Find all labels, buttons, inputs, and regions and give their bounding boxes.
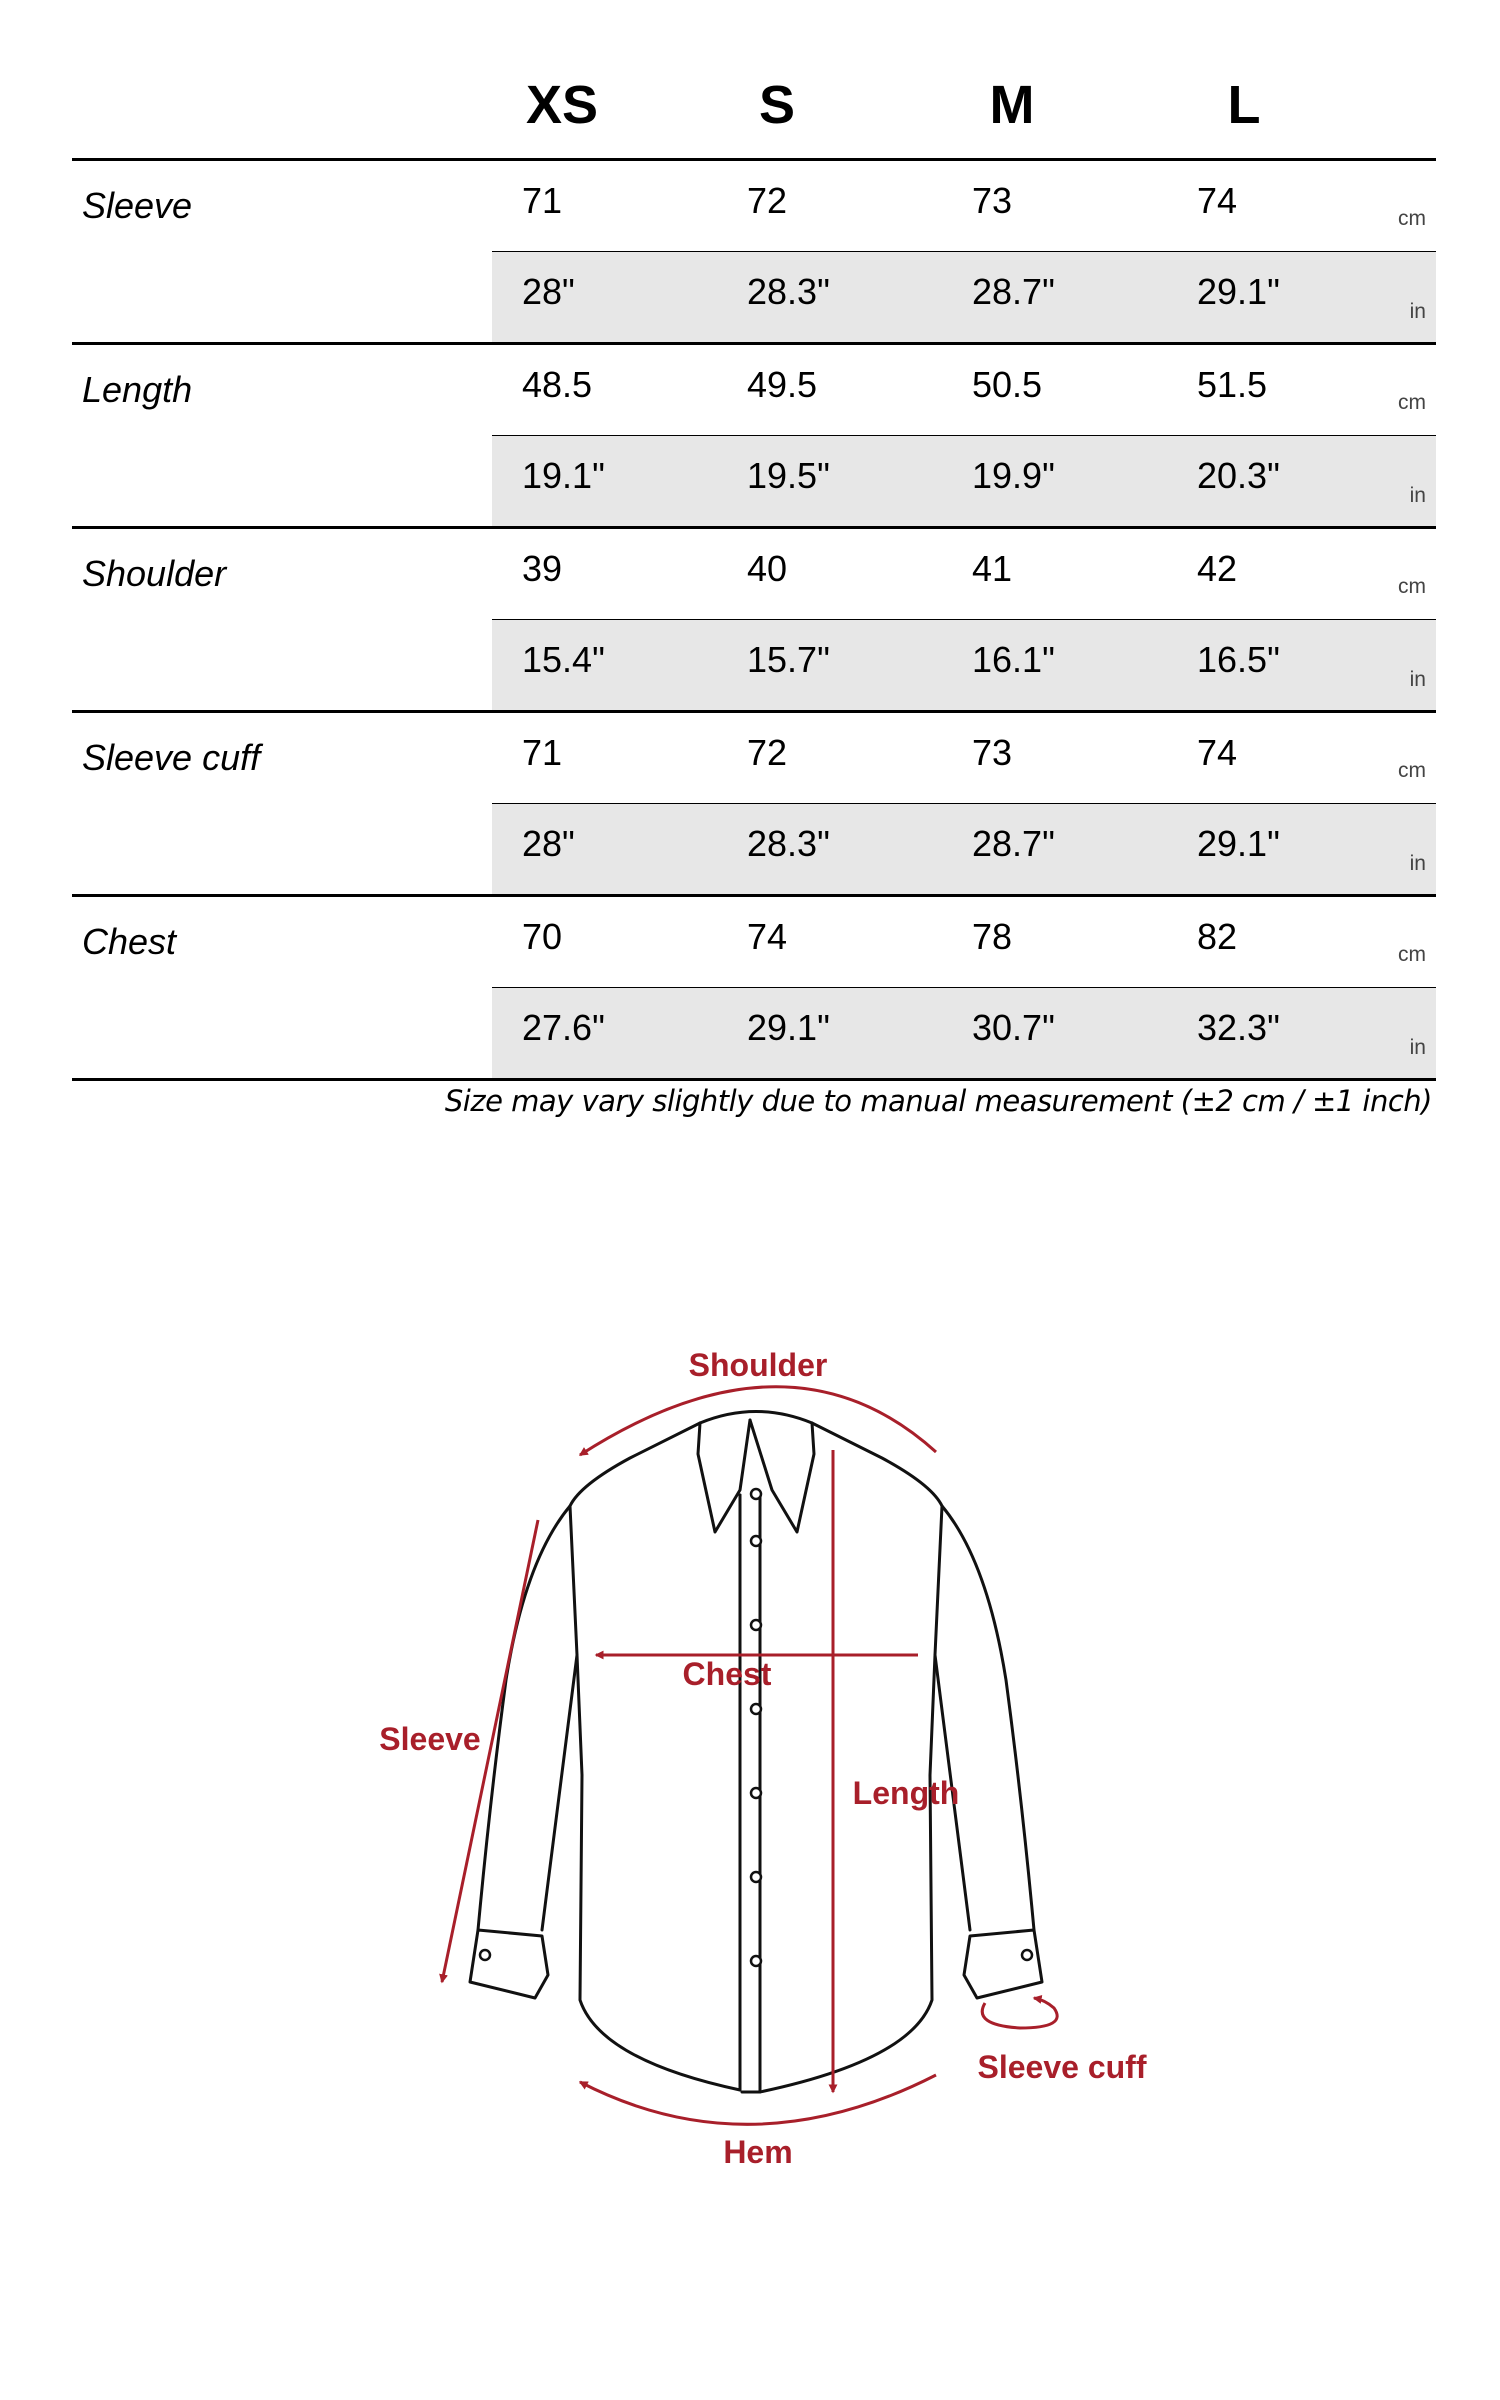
in-value-s: 29.1" bbox=[747, 1007, 830, 1048]
in-value-xs: 15.4" bbox=[522, 639, 605, 680]
shirt-collar-left bbox=[698, 1420, 750, 1532]
cm-value-m: 73 bbox=[972, 732, 1013, 773]
cm-value-s: 49.5 bbox=[747, 364, 818, 405]
in-value-s: 28.3" bbox=[747, 823, 830, 864]
cm-row bbox=[492, 529, 1436, 622]
cm-value-xs: 71 bbox=[522, 180, 563, 221]
cm-value-m: 78 bbox=[972, 916, 1013, 957]
in-value-l: 20.3" bbox=[1197, 455, 1280, 496]
measurement-group-sleeve bbox=[72, 161, 1436, 345]
shirt-collar-band bbox=[700, 1412, 812, 1424]
in-value-l: 29.1" bbox=[1197, 823, 1280, 864]
button bbox=[751, 1620, 761, 1630]
cm-value-m: 73 bbox=[972, 180, 1013, 221]
in-value-xs: 28" bbox=[522, 271, 575, 312]
size-header-m: M bbox=[989, 75, 1035, 135]
shirt-body-right bbox=[742, 1423, 942, 2092]
sleeve-left bbox=[478, 1506, 570, 1930]
button bbox=[751, 1704, 761, 1714]
measurement-arrows bbox=[442, 1387, 1057, 2125]
measurement-label: Shoulder bbox=[82, 553, 227, 594]
hem-arrow bbox=[580, 2075, 936, 2124]
in-value-s: 19.5" bbox=[747, 455, 830, 496]
cm-value-xs: 48.5 bbox=[522, 364, 593, 405]
sleeve-cuff-label: Sleeve cuff bbox=[977, 2049, 1147, 2085]
cm-value-xs: 70 bbox=[522, 916, 563, 957]
unit-cm: cm bbox=[1398, 575, 1426, 598]
cm-value-s: 72 bbox=[747, 732, 788, 773]
measurement-label: Length bbox=[82, 369, 193, 410]
sleeve-left-inner bbox=[542, 1655, 577, 1930]
length-label: Length bbox=[852, 1775, 960, 1811]
in-value-m: 16.1" bbox=[972, 639, 1055, 680]
in-value-s: 15.7" bbox=[747, 639, 830, 680]
unit-cm: cm bbox=[1398, 207, 1426, 230]
unit-cm: cm bbox=[1398, 943, 1426, 966]
cuff-button-right bbox=[1022, 1950, 1032, 1960]
size-header-l: L bbox=[1227, 75, 1261, 135]
in-value-xs: 28" bbox=[522, 823, 575, 864]
measurement-group-length bbox=[72, 345, 1436, 529]
cuff-left bbox=[470, 1930, 548, 1998]
cm-value-l: 74 bbox=[1197, 180, 1238, 221]
size-header-xs: XS bbox=[525, 75, 599, 135]
measurement-group-sleeve-cuff bbox=[72, 713, 1436, 897]
cm-value-xs: 71 bbox=[522, 732, 563, 773]
cm-value-l: 74 bbox=[1197, 732, 1238, 773]
measurement-note: Size may vary slightly due to manual measurement (±2 cm / ±1 inch) bbox=[444, 1084, 1432, 1118]
in-value-l: 16.5" bbox=[1197, 639, 1280, 680]
button bbox=[751, 1489, 761, 1499]
sleeve-label: Sleeve bbox=[379, 1721, 481, 1757]
in-value-l: 29.1" bbox=[1197, 271, 1280, 312]
in-value-l: 32.3" bbox=[1197, 1007, 1280, 1048]
measurement-label: Chest bbox=[82, 921, 177, 962]
cm-row bbox=[492, 345, 1436, 438]
button bbox=[751, 1788, 761, 1798]
button bbox=[751, 1536, 761, 1546]
sleeve-right bbox=[942, 1506, 1034, 1930]
in-value-m: 28.7" bbox=[972, 823, 1055, 864]
cuff-right bbox=[964, 1930, 1042, 1998]
cm-value-l: 42 bbox=[1197, 548, 1238, 589]
inch-row bbox=[492, 804, 1436, 894]
measurement-labels bbox=[379, 1347, 1147, 2170]
in-value-m: 28.7" bbox=[972, 271, 1055, 312]
in-value-m: 30.7" bbox=[972, 1007, 1055, 1048]
unit-cm: cm bbox=[1398, 759, 1426, 782]
inch-row bbox=[492, 988, 1436, 1078]
in-value-s: 28.3" bbox=[747, 271, 830, 312]
cuff-button-left bbox=[480, 1950, 490, 1960]
cm-row bbox=[492, 897, 1436, 990]
measurement-label: Sleeve bbox=[82, 185, 193, 226]
shoulder-label: Shoulder bbox=[688, 1347, 828, 1383]
inch-row bbox=[492, 436, 1436, 526]
shirt-measurement-diagram bbox=[0, 1300, 1500, 2200]
shirt-outline bbox=[470, 1412, 1042, 2093]
cm-value-s: 72 bbox=[747, 180, 788, 221]
cm-row bbox=[492, 161, 1436, 254]
chest-label: Chest bbox=[682, 1656, 772, 1692]
unit-in: in bbox=[1409, 852, 1426, 875]
unit-in: in bbox=[1409, 300, 1426, 323]
unit-in: in bbox=[1409, 484, 1426, 507]
inch-row bbox=[492, 620, 1436, 710]
in-value-xs: 27.6" bbox=[522, 1007, 605, 1048]
cm-value-l: 82 bbox=[1197, 916, 1238, 957]
cm-value-l: 51.5 bbox=[1197, 364, 1268, 405]
shirt-buttons bbox=[480, 1489, 1032, 1966]
cm-row bbox=[492, 713, 1436, 806]
size-table bbox=[72, 40, 1436, 1081]
sleeve-cuff-arrow bbox=[982, 1998, 1057, 2028]
button bbox=[751, 1956, 761, 1966]
measurement-label: Sleeve cuff bbox=[82, 737, 261, 778]
cm-value-m: 50.5 bbox=[972, 364, 1043, 405]
cm-value-xs: 39 bbox=[522, 548, 563, 589]
cm-value-s: 74 bbox=[747, 916, 788, 957]
measurement-group-shoulder bbox=[72, 529, 1436, 713]
hem-label: Hem bbox=[723, 2134, 793, 2170]
inch-row bbox=[492, 252, 1436, 342]
size-header-row bbox=[72, 40, 1436, 161]
cm-value-s: 40 bbox=[747, 548, 788, 589]
unit-in: in bbox=[1409, 668, 1426, 691]
unit-cm: cm bbox=[1398, 391, 1426, 414]
cm-value-m: 41 bbox=[972, 548, 1013, 589]
unit-in: in bbox=[1409, 1036, 1426, 1059]
button bbox=[751, 1872, 761, 1882]
size-header-s: S bbox=[758, 75, 796, 135]
measurement-group-chest bbox=[72, 897, 1436, 1081]
in-value-m: 19.9" bbox=[972, 455, 1055, 496]
in-value-xs: 19.1" bbox=[522, 455, 605, 496]
